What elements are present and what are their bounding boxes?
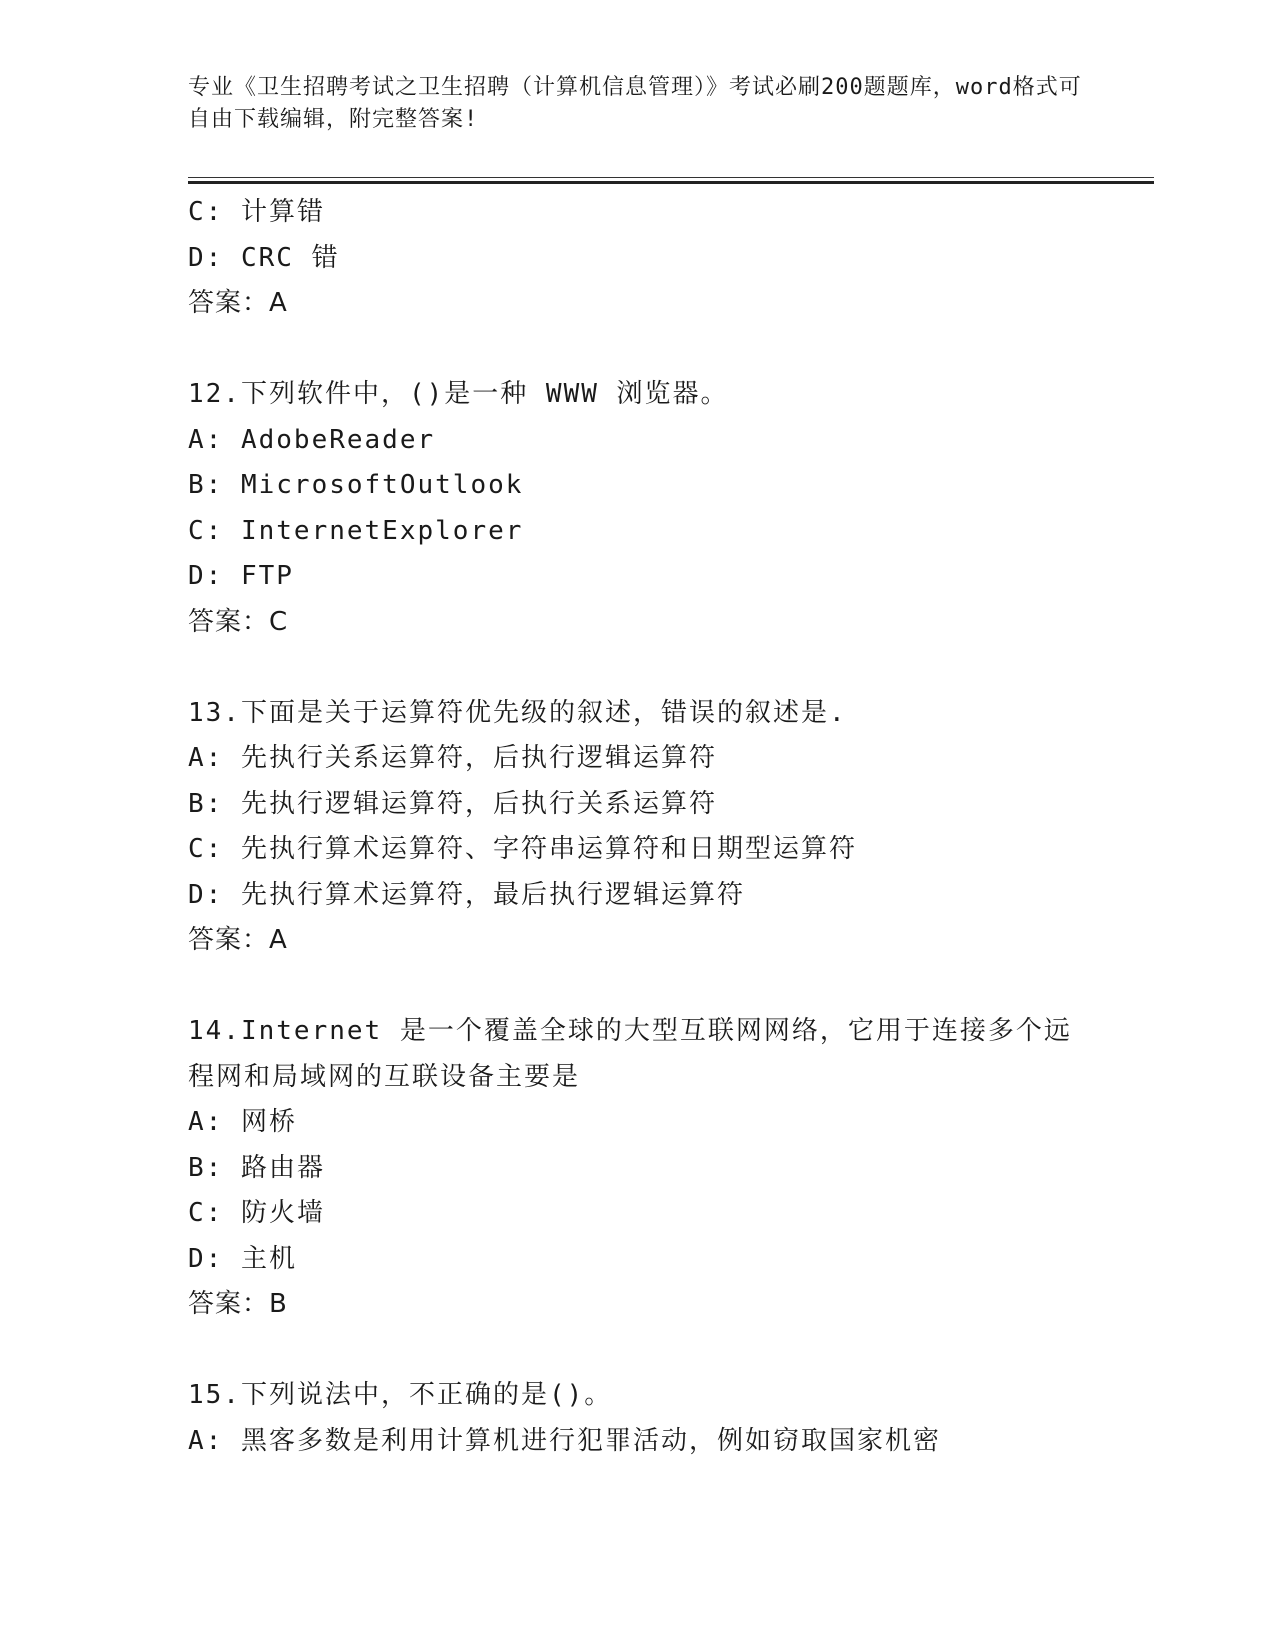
spacer [188,1328,1148,1374]
option-d: D: 先执行算术运算符，最后执行逻辑运算符 [188,879,745,910]
question-text: 12.下列软件中，()是一种 WWW 浏览器。 [188,379,729,409]
spacer [188,645,1148,691]
question-block [188,691,1148,964]
option-c: C: 计算错 [188,197,325,227]
answer-line: 答案：A [188,925,288,955]
question-block-continued [188,190,1148,327]
option-d: D: FTP [188,561,294,591]
answer-line: 答案：C [188,606,289,637]
option-c: C: InternetExplorer [188,515,524,546]
option-c: C: 先执行算术运算符、字符串运算符和日期型运算符 [188,834,857,864]
question-text: 14.Internet 是一个覆盖全球的大型互联网网络，它用于连接多个远程网和局域网的互联设备主要是 [188,1016,1072,1092]
header-divider-thick [188,181,1154,184]
question-block [188,1009,1148,1328]
option-b: B: MicrosoftOutlook [188,470,524,500]
answer-line: 答案：A [188,288,288,318]
option-c: C: 防火墙 [188,1198,325,1228]
question-block [188,1373,1148,1464]
option-d: D: 主机 [188,1243,297,1274]
document-header: 专业《卫生招聘考试之卫生招聘（计算机信息管理）》考试必刷200题题库，word格式可自由下载编辑，附完整答案! [188,75,1082,132]
option-a: A: 黑客多数是利用计算机进行犯罪活动，例如窃取国家机密 [188,1425,941,1456]
option-a: A: 网桥 [188,1107,297,1137]
header-divider-thin [188,177,1154,178]
spacer [188,964,1148,1010]
answer-line: 答案：B [188,1289,288,1319]
option-b: B: 先执行逻辑运算符，后执行关系运算符 [188,788,717,819]
option-d: D: CRC 错 [188,242,340,273]
question-list [188,190,1148,1464]
question-text: 15.下列说法中，不正确的是()。 [188,1380,613,1410]
question-block [188,372,1148,645]
option-a: A: 先执行关系运算符，后执行逻辑运算符 [188,743,717,773]
option-a: A: AdobeReader [188,424,436,455]
question-text: 13.下面是关于运算符优先级的叙述，错误的叙述是. [188,697,847,728]
option-b: B: 路由器 [188,1152,325,1183]
spacer [188,327,1148,373]
